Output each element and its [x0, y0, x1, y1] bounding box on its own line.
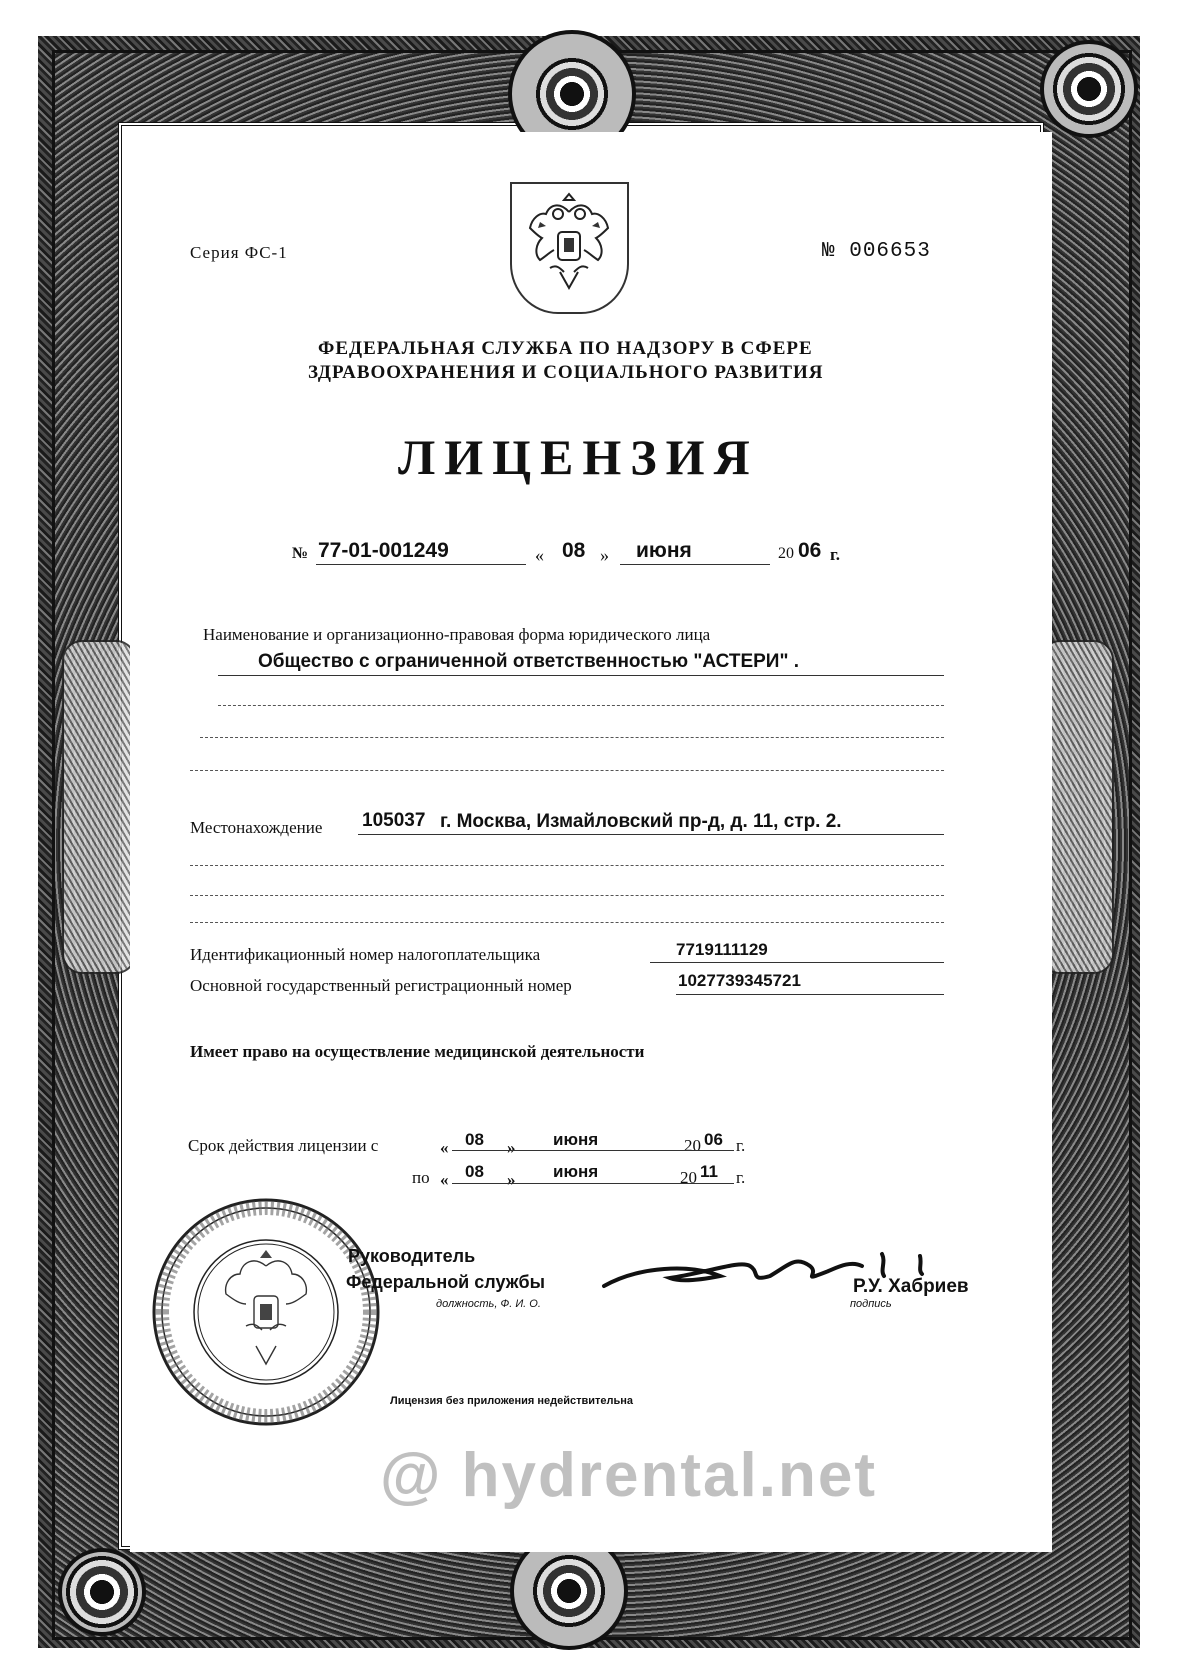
entity-underline-1	[218, 675, 944, 676]
ogrn-label: Основной государственный регистрационный номер	[190, 976, 572, 995]
ogrn-value: 1027739345721	[678, 971, 801, 990]
location-label: Местонахождение	[190, 818, 323, 837]
license-day: 08	[562, 539, 586, 562]
license-number: 77-01-001249	[318, 539, 449, 562]
footer-note: Лицензия без приложения недействительна	[390, 1395, 634, 1407]
number-sign: №	[822, 240, 836, 263]
license-number-underline	[316, 564, 526, 565]
location-postal-code: 105037	[362, 810, 426, 831]
validity-from-year-prefix: 20	[684, 1136, 701, 1155]
validity-to-year-prefix: 20	[680, 1168, 697, 1187]
validity-to-underline	[452, 1183, 734, 1184]
location-underline-1	[358, 834, 944, 835]
signatory-name: Р.У. Хабриев	[853, 1276, 969, 1297]
license-month-underline	[620, 564, 770, 565]
location-underline-3	[190, 895, 944, 896]
quote-open: «	[535, 545, 544, 565]
validity-from-month: июня	[553, 1130, 599, 1149]
license-year-suffix: 06	[798, 539, 822, 562]
corner-ornament-bottom-left	[58, 1548, 146, 1636]
license-year-unit: г.	[830, 545, 841, 564]
entity-label: Наименование и организационно-правовая форма юридического лица	[203, 625, 711, 644]
entity-underline-3	[200, 737, 944, 738]
validity-from-quote-open: «	[440, 1138, 449, 1157]
official-seal	[150, 1196, 382, 1428]
series-label: Серия ФС-1	[190, 243, 288, 262]
blank-number	[822, 240, 931, 263]
validity-to-year-unit: г.	[736, 1168, 746, 1187]
seal-stamp-icon	[150, 1196, 382, 1428]
location-underline-4	[190, 922, 944, 923]
location-address: г. Москва, Измайловский пр-д, д. 11, стр. 2.	[440, 811, 842, 832]
validity-from-year-unit: г.	[736, 1136, 746, 1155]
validity-to-day: 08	[465, 1162, 484, 1181]
signatory-position-line2: Федеральной службы	[346, 1272, 545, 1292]
document-title: ЛИЦЕНЗИЯ	[398, 429, 759, 485]
license-month: июня	[636, 539, 692, 562]
agency-name-line2: ЗДРАВООХРАНЕНИЯ И СОЦИАЛЬНОГО РАЗВИТИЯ	[308, 362, 824, 383]
location-underline-2	[190, 865, 944, 866]
entity-name: Общество с ограниченной ответственностью "АСТЕРИ" .	[258, 651, 800, 672]
coat-of-arms-shield	[510, 182, 629, 314]
agency-name-line1: ФЕДЕРАЛЬНАЯ СЛУЖБА ПО НАДЗОРУ В СФЕРЕ	[318, 338, 813, 359]
tax-id-underline	[650, 962, 944, 963]
left-side-ornament	[62, 640, 136, 974]
watermark: @ hydrental.net	[380, 1441, 877, 1510]
signatory-position-line1: Руководитель	[348, 1246, 476, 1266]
validity-from-underline	[452, 1150, 734, 1151]
validity-to-quote-close: »	[507, 1170, 516, 1189]
validity-from-day: 08	[465, 1130, 484, 1149]
signature-caption: подпись	[850, 1298, 892, 1310]
license-year-prefix: 20	[778, 545, 794, 562]
tax-id-value: 7719111129	[676, 940, 768, 959]
quote-close: »	[600, 545, 609, 565]
activity-right: Имеет право на осуществление медицинской деятельности	[190, 1042, 645, 1061]
validity-to-month: июня	[553, 1162, 599, 1181]
entity-underline-2	[218, 705, 944, 706]
ogrn-underline	[676, 994, 944, 995]
validity-to-year-suffix: 11	[700, 1162, 718, 1181]
tax-id-label: Идентификационный номер налогоплательщика	[190, 945, 541, 964]
license-number-sign: №	[292, 545, 309, 562]
corner-ornament-top-right	[1040, 40, 1138, 138]
blank-number-value: 006653	[849, 240, 931, 263]
entity-underline-4	[190, 770, 944, 771]
validity-to-label: по	[412, 1168, 430, 1187]
russian-coat-of-arms-icon	[520, 192, 618, 296]
position-caption: должность, Ф. И. О.	[436, 1298, 541, 1310]
validity-from-quote-close: »	[507, 1138, 516, 1157]
validity-from-year-suffix: 06	[704, 1130, 723, 1149]
validity-from-label: Срок действия лицензии с	[188, 1136, 379, 1155]
validity-to-quote-open: «	[440, 1170, 449, 1189]
